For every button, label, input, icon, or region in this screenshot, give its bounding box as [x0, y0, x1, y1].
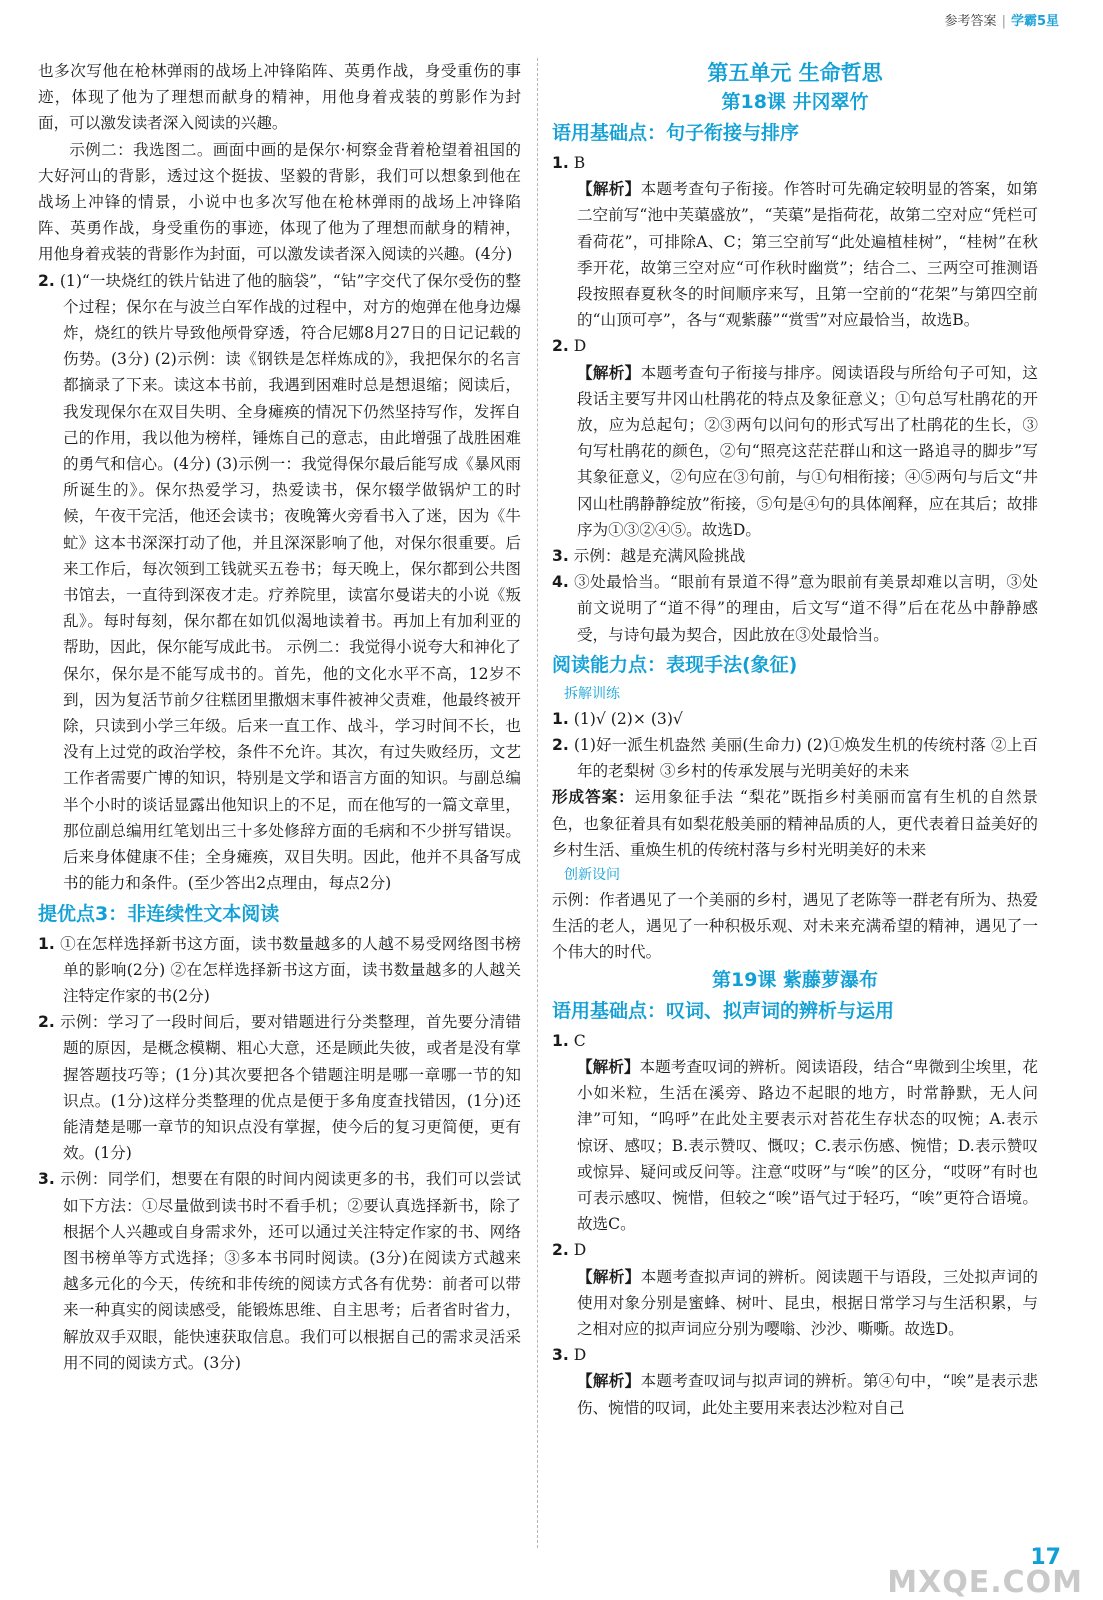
- r4: 4. ③处最恰当。“眼前有景道不得”意为眼前有美景却难以言明，③处前文说明了“道不得”的理由，后文写“道不得”后在花丛中静静感受，与诗句最为契合，因此放在③处最恰当。: [552, 573, 1038, 644]
- left-s3: 3. 示例：同学们，想要在有限的时间内阅读更多的书，我们可以尝试如下方法：①尽量做到读书时不看手机；②要认真选择新书，除了根据个人兴趣或自身需求外，还可以通过关注特定作家的书、网络图书榜单等方式选择；③多本书同时阅读。(3分)在阅读方式越来越多元化的今天，传统和非传统的阅读方式各有优势：前者可以带来一种真实的阅读感受，能锻炼思维、自主思考；后者省时省力，解放双手双眼，能快速获取信息。我们可以根据自己的需求灵活采用不同的阅读方式。(3分): [38, 1170, 521, 1372]
- header-brand: 学霸5星: [1010, 14, 1059, 29]
- u1: 1. C: [552, 1031, 586, 1050]
- q2-text: (1)“一块烧红的铁片钻进了他的脑袋”，“钻”字交代了保尔受伤的整个过程；保尔在与波兰白军作战的过程中，对方的炮弹在他身边爆炸，烧红的铁片导致他颅骨穿透，符合尼娜8月27日的日记记载的伤势。(3分) (2)示例：读《钢铁是怎样炼成的》，我把保尔的名言都摘录了下来。读这本书前，我遇到困难时总是想退缩；阅读后，我发现保尔在双目失明、全身瘫痪的情况下仍然坚持写作，发挥自己的作用，我以他为榜样，锤炼自己的意志，由此增强了战胜困难的勇气和信心。(4分) (3)示例一：我觉得保尔最后能写成《暴风雨所诞生的》。保尔热爱学习，热爱读书，保尔辍学做锅炉工的时候，午夜干完活，他还会读书；夜晚篝火旁看书入了迷，因为《牛虻》这本书深深打动了他，并且深深影响了他，对保尔很重要。后来工作后，每次领到工钱就买五卷书；每天晚上，保尔都到公共图书馆去，一直待到深夜才走。疗养院里，读富尔曼诺夫的小说《叛乱》。每时每刻，保尔都在如饥似渴地读着书。再加上有加利亚的帮助，因此，保尔能写成此书。 示例二：我觉得小说夸大和神化了保尔，保尔是不能写成书的。首先，他的文化水平不高，12岁不到，因为复活节前夕往糕团里撒烟末事件被神父责难，他最终被开除，只读到小学三年级。后来一直工作、战斗，学习时间不长，也没有上过党的政治学校，条件不允许。其次，有过失败经历，文艺工作者需要广博的知识，特别是文学和语言方面的知识。与副总编半个小时的谈话显露出他知识上的不足，而在他写的一篇文章里，那位副总编用红笔划出三十多处修辞方面的毛病和不少拼写错误。后来身体健康不佳；全身瘫痪，双目失明。因此，他并不具备写成书的能力和条件。(至少答出2点理由，每点2分): [59, 271, 521, 893]
- r2: 2. D: [552, 337, 587, 356]
- sub-title-training: 拆解训练: [564, 685, 620, 702]
- unit-title: 第五单元 生命哲思: [707, 61, 883, 85]
- q2-num: 2.: [38, 271, 55, 290]
- r2-exp: 【解析】本题考查句子衔接与排序。阅读语段与所给句子可知，这段话主要写井冈山杜鹃花的特点及象征意义；①句总写杜鹃花的开放，应为总起句；②③两句以问句的形式写出了杜鹃花的生长，③句写杜鹃花的颜色，②句“照亮这茫茫群山和这一路追寻的脚步”写其象征意义，②句应在③句前，与①句相衔接；④⑤两句与后文“井冈山杜鹃静静绽放”衔接，⑤句是④句的具体阐释，应在其后；故排序为①③②④⑤。故选D。: [576, 363, 1038, 539]
- u1-exp: 【解析】本题考查叹词的辨析。阅读语段，结合“卑微到尘埃里，花小如米粒，生活在溪旁、路边不起眼的地方，时常静默，无人问津”可知，“呜呼”在此处主要表示对苔花生存状态的叹惋；A.表示惊讶、感叹；B.表示赞叹、慨叹；C.表示伤感、惋惜；D.表示赞叹或惊异、疑问或反问等。注意“哎呀”与“唉”的区分，“哎呀”有时也可表示感叹、惋惜，但较之“唉”语气过于轻巧，“唉”更符合语境。故选C。: [576, 1057, 1038, 1234]
- sub-title-innovation: 创新设问: [564, 867, 620, 884]
- left-s2: 2. 示例：学习了一段时间后，要对错题进行分类整理，首先要分清错题的原因，是概念模糊、粗心大意，还是顾此失彼，或者是没有掌握答题技巧等；(1分)其次要把各个错题注明是哪一章哪一节的知识点。(1分)这样分类整理的优点是便于多角度查找错因，(1分)还能清楚是哪一章节的知识点没有掌握，使今后的复习更简便，更有效。(1分): [38, 1013, 521, 1163]
- left-column: [38, 58, 521, 1376]
- t1: 1. (1)√ (2)× (3)√: [552, 709, 683, 728]
- left-s1: 1. ①在怎样选择新书这方面，读书数量越多的人越不易受网络图书榜单的影响(2分) ②在怎样选择新书这方面，读书数量越多的人越关注特定作家的书(2分): [38, 934, 521, 1005]
- right-column: [552, 58, 1038, 1421]
- left-p2: 示例二：我选图二。画面中画的是保尔·柯察金背着枪望着祖国的大好河山的背影，透过这个挺拔、坚毅的背影，我们可以想象到他在战场上冲锋的情景，小说中也多次写他在枪林弹雨的战场上冲锋陷阵、英勇作战，身受重伤的事迹，体现了他为了理想而献身的精神，用他身着戎装的背影作为封面，可以激发读者深入阅读的兴趣。(4分): [38, 140, 521, 264]
- section-title-symbol: 阅读能力点：表现手法(象征): [552, 653, 798, 676]
- section-title-nonlinear: 提优点3：非连续性文本阅读: [38, 902, 280, 925]
- left-q2: [38, 268, 521, 897]
- lesson-19-title: 第19课 紫藤萝瀑布: [711, 968, 879, 991]
- watermark: MXQE.COM: [887, 1565, 1083, 1600]
- r3: 3. 示例：越是充满风险挑战: [552, 547, 746, 566]
- lesson-18-title: 第18课 井冈翠竹: [721, 91, 869, 113]
- r1: 1. B: [552, 154, 586, 172]
- form-answer: 形成答案：运用象征手法 “梨花”既指乡村美丽而富有生机的自然景色，也象征着具有如梨花般美丽的精神品质的人，更代表着日益美好的乡村生活、重焕生机的传统村落与乡村光明美好的未来: [552, 788, 1038, 859]
- u2: 2. D: [552, 1241, 587, 1260]
- u3: 3. D: [552, 1346, 587, 1365]
- header-ref: 参考答案: [944, 14, 997, 29]
- page-number: 17: [1030, 1545, 1061, 1570]
- left-p1: 也多次写他在枪林弹雨的战场上冲锋陷阵、英勇作战，身受重伤的事迹，体现了他为了理想而献身的精神，用他身着戎装的剪影作为封面，可以激发读者深入阅读的兴趣。: [38, 62, 521, 133]
- t2: 2. (1)好一派生机盎然 美丽(生命力) (2)①焕发生机的传统村落 ②上百年的老梨树 ③乡村的传承发展与光明美好的未来: [552, 736, 1038, 781]
- u2-exp: 【解析】本题考查拟声词的辨析。阅读题干与语段，三处拟声词的使用对象分别是蜜蜂、树叶、昆虫，根据日常学习与生活积累，与之相对应的拟声词应分别为嘤嗡、沙沙、嘶嘶。故选D。: [576, 1267, 1038, 1338]
- page-header: 参考答案 | 学霸5星: [944, 14, 1059, 29]
- r1-exp: 【解析】本题考查句子衔接。作答时可先确定较明显的答案，如第二空前写“池中芙蕖盛放”，“芙蕖”是指荷花，故第二空对应“凭栏可看荷花”，可排除A、C；第三空前写“此处遍植桂树”，“桂树”在秋季开花，故第三空对应“可作秋时幽赏”；结合二、三两空可推测语段按照春夏秋冬的时间顺序来写，且第一空前的“花架”与第四空前的“山顶可亭”，各与“观紫藤”“赏雪”对应最恰当，故选B。: [576, 180, 1038, 330]
- u3-exp: 【解析】本题考查叹词与拟声词的辨析。第④句中，“唉”是表示悲伤、惋惜的叹词，此处主要用来表达沙粒对自己: [576, 1372, 1038, 1417]
- column-divider: [537, 58, 538, 1548]
- section-title-interjection: 语用基础点：叹词、拟声词的辨析与运用: [552, 999, 895, 1022]
- innovation-answer: 示例：作者遇见了一个美丽的乡村，遇见了老陈等一群老有所为、热爱生活的老人，遇见了一种积极乐观、对未来充满希望的精神，遇见了一个伟大的时代。: [552, 891, 1038, 962]
- section-title-sentence: 语用基础点：句子衔接与排序: [552, 122, 800, 144]
